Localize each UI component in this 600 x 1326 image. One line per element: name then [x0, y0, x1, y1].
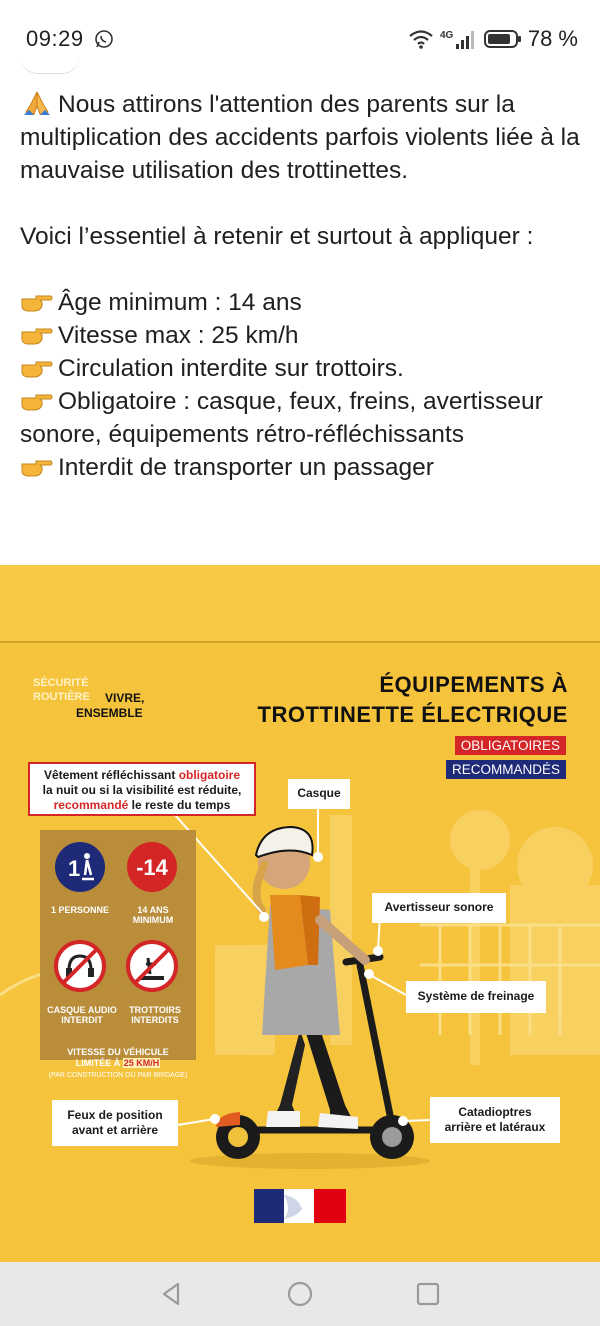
cellular-signal-icon: [440, 28, 478, 50]
callout-reflectors: Catadioptres arrière et latéraux: [430, 1097, 560, 1143]
bullet-item: Circulation interdite sur trottoirs.: [20, 352, 590, 385]
bullet-item: Interdit de transporter un passager: [20, 451, 590, 484]
pointing-hand-icon: [20, 288, 54, 314]
system-navigation-bar: [0, 1262, 600, 1326]
battery-icon: [484, 29, 522, 49]
poster-title-line1: ÉQUIPEMENTS À: [379, 672, 568, 697]
whatsapp-icon: [94, 29, 114, 49]
legend-recommended: RECOMMANDÉS: [446, 760, 566, 779]
back-button[interactable]: [156, 1278, 188, 1310]
callout-reflective-vest: Vêtement réfléchissant obligatoire la nuit ou si la visibilité est réduite, recommandé le reste du temps: [28, 762, 256, 816]
praying-hands-icon: [20, 90, 54, 116]
home-button[interactable]: [284, 1278, 316, 1310]
brand-securite: SÉCURITÉ: [33, 677, 89, 689]
pointing-hand-icon: [20, 321, 54, 347]
callout-helmet: Casque: [288, 779, 350, 809]
legend-mandatory: OBLIGATOIRES: [455, 736, 566, 755]
no-headphones-icon: [54, 940, 106, 992]
status-bar: [0, 0, 600, 72]
brand-ensemble: ENSEMBLE: [76, 706, 143, 720]
brand-routiere: ROUTIÈRE: [33, 691, 90, 703]
poster-title-line2: TROTTINETTE ÉLECTRIQUE: [257, 702, 568, 727]
bullet-item: Obligatoire : casque, feux, freins, avertisseur sonore, équipements rétro-réfléchissants: [20, 388, 543, 448]
rule-age-label: 14 ANS MINIMUM: [132, 905, 174, 925]
post-intro: Nous attirons l'attention des parents sur la multiplication des accidents parfois violents liée à la mauvaise utilisation des trottinettes.: [20, 91, 580, 184]
battery-percent: 78 %: [527, 26, 578, 51]
callout-lights: Feux de position avant et arrière: [52, 1100, 178, 1146]
svg-text:1: 1: [68, 856, 81, 881]
scrolled-header-edge: [20, 56, 80, 74]
rule-sidewalk-label: TROTTOIRS INTERDITS: [129, 1005, 181, 1025]
pointing-hand-icon: [20, 453, 54, 479]
network-type: 4G: [439, 30, 454, 41]
brand-vivre: VIVRE,: [105, 691, 145, 705]
post-text: [20, 88, 590, 484]
speed-limit-note: (PAR CONSTRUCTION OU PAR BRIDAGE): [48, 1072, 188, 1079]
no-sidewalk-icon: [126, 940, 178, 992]
bullet-item: Âge minimum : 14 ans: [20, 286, 590, 319]
rule-audio-label: CASQUE AUDIO INTERDIT: [47, 1005, 117, 1025]
one-person-icon: [54, 841, 106, 893]
post-lead: Voici l’essentiel à retenir et surtout à appliquer :: [20, 223, 534, 250]
svg-text:-14: -14: [136, 855, 168, 880]
callout-brakes: Système de freinage: [406, 981, 546, 1013]
callout-horn: Avertisseur sonore: [372, 893, 506, 923]
age-limit-icon: [126, 841, 178, 893]
french-republic-logo: [254, 1189, 346, 1223]
recents-button[interactable]: [412, 1278, 444, 1310]
status-indicators: [408, 26, 578, 52]
post-image[interactable]: [0, 565, 600, 1262]
wifi-icon: [408, 29, 434, 49]
bullet-item: Vitesse max : 25 km/h: [20, 319, 590, 352]
speed-limit-text: VITESSE DU VÉHICULE LIMITÉE À 25 KM/H: [67, 1047, 169, 1068]
pointing-hand-icon: [20, 387, 54, 413]
pointing-hand-icon: [20, 354, 54, 380]
rule-one-person-label: 1 PERSONNE: [50, 905, 110, 915]
status-time: 09:29: [26, 26, 84, 51]
